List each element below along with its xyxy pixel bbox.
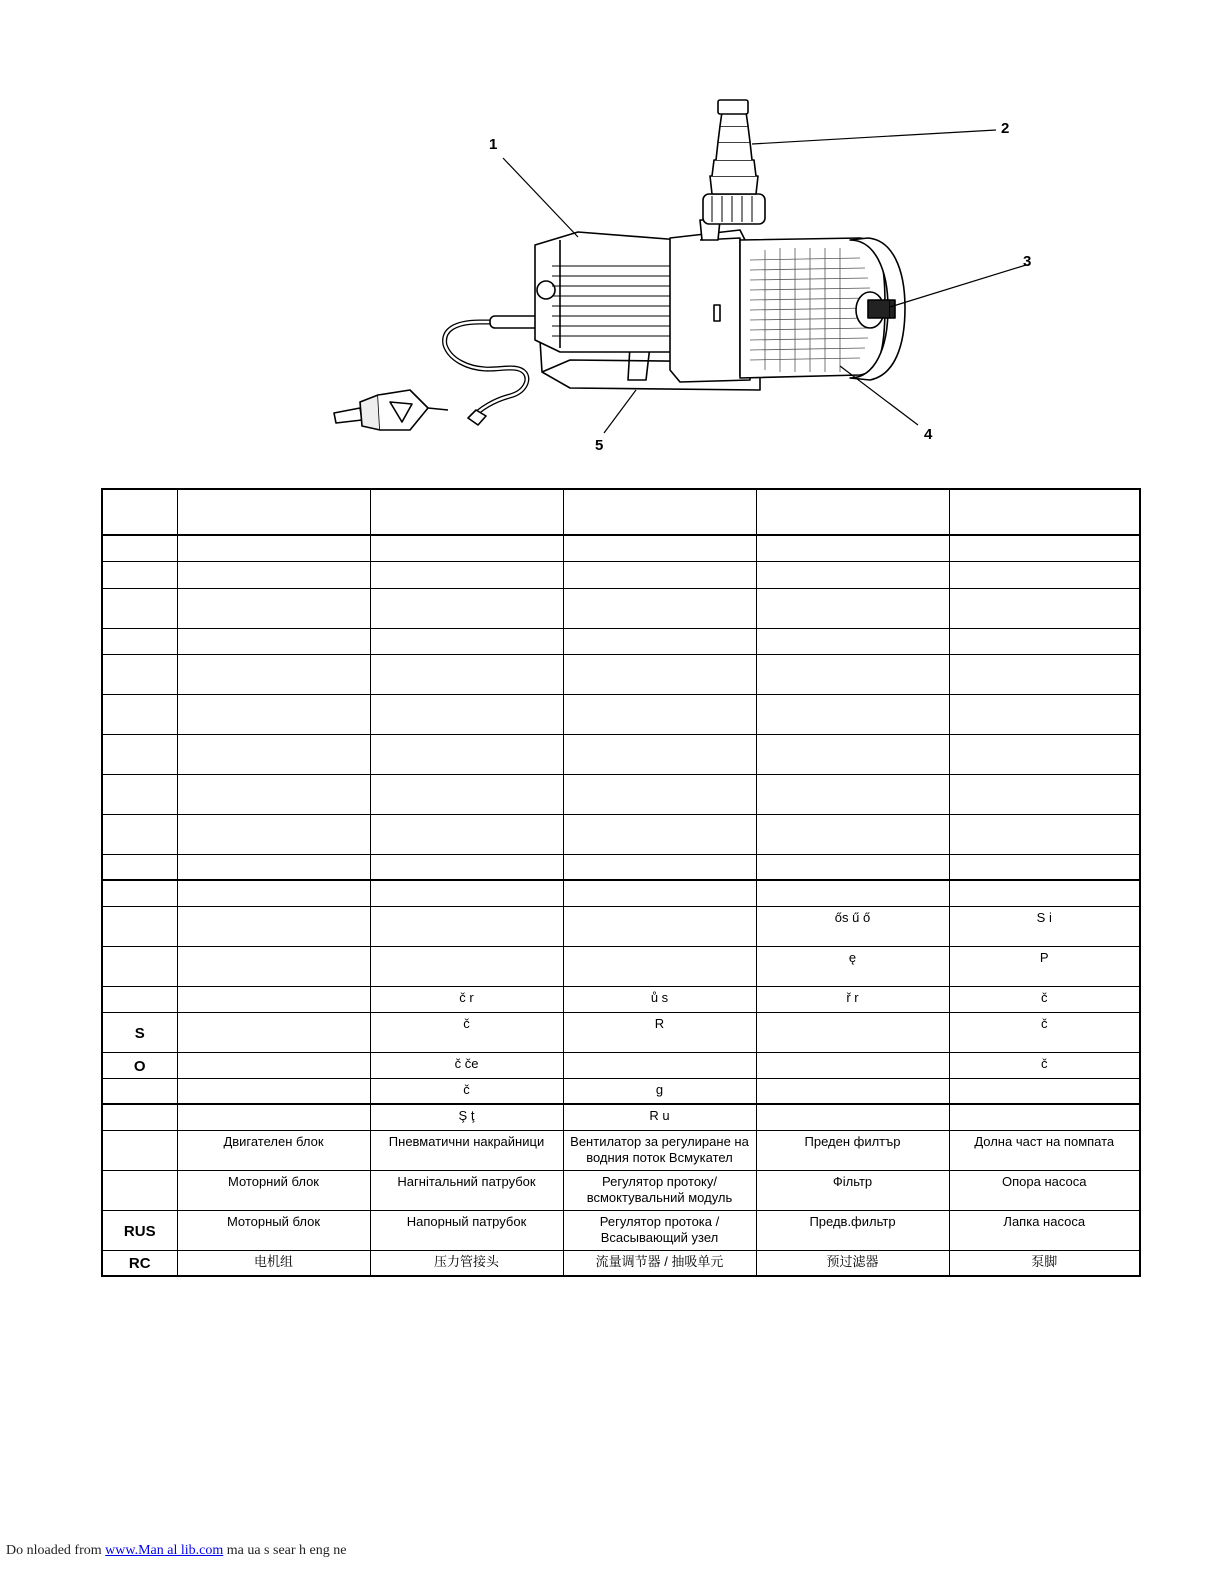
part-name-cell-1 (177, 774, 370, 814)
part-name-cell-5 (949, 535, 1140, 561)
part-name-cell-3 (563, 628, 756, 654)
table-row (102, 880, 1140, 906)
callout-1: 1 (489, 136, 498, 153)
part-name-cell-4: ę (756, 946, 949, 986)
language-code-cell (102, 734, 177, 774)
part-name-cell-2 (370, 774, 563, 814)
language-code-cell (102, 774, 177, 814)
part-name-cell-4 (756, 774, 949, 814)
table-row (102, 694, 1140, 734)
part-name-cell-2 (370, 694, 563, 734)
part-name-cell-2: Напорный патрубок (370, 1210, 563, 1250)
table-row (102, 1210, 1140, 1250)
part-name-cell-1 (177, 561, 370, 588)
download-footer (6, 1543, 346, 1559)
language-code-cell (102, 1130, 177, 1170)
part-name-cell-3 (563, 734, 756, 774)
part-name-cell-1 (177, 814, 370, 854)
part-name-cell-3 (563, 946, 756, 986)
language-code-cell (102, 1078, 177, 1104)
part-name-cell-4: 预过滤器 (756, 1250, 949, 1276)
part-name-cell-3: Регулятор протоку/ всмоктувальний модуль (563, 1170, 756, 1210)
part-name-cell-4 (756, 814, 949, 854)
part-name-cell-1: 电机组 (177, 1250, 370, 1276)
part-name-cell-4 (756, 734, 949, 774)
table-row (102, 588, 1140, 628)
table-row (102, 854, 1140, 880)
part-name-cell-5: Долна част на помпата (949, 1130, 1140, 1170)
language-code-cell (102, 814, 177, 854)
part-name-cell-3: R u (563, 1104, 756, 1130)
part-name-cell-4 (756, 1052, 949, 1078)
language-code-cell (102, 561, 177, 588)
part-name-cell-4 (756, 1104, 949, 1130)
part-name-cell-5 (949, 854, 1140, 880)
part-name-cell-2 (370, 906, 563, 946)
part-name-cell-2 (370, 628, 563, 654)
part-name-cell-2 (370, 588, 563, 628)
table-row (102, 906, 1140, 946)
part-name-cell-3 (563, 1052, 756, 1078)
part-name-cell-3: ů s (563, 986, 756, 1012)
part-name-cell-3: Регулятор протока / Всасывающий узел (563, 1210, 756, 1250)
table-row (102, 774, 1140, 814)
part-name-cell-2: č (370, 1078, 563, 1104)
table-row (102, 1104, 1140, 1130)
footer-prefix: Do nloaded from (6, 1543, 106, 1558)
part-name-cell-5 (949, 814, 1140, 854)
table-row (102, 1170, 1140, 1210)
part-name-cell-5: č (949, 1012, 1140, 1052)
language-code-cell: O (102, 1052, 177, 1078)
part-name-cell-3 (563, 774, 756, 814)
part-name-cell-5: Лапка насоса (949, 1210, 1140, 1250)
callout-4: 4 (924, 426, 933, 443)
part-name-cell-4: ős ű ő (756, 906, 949, 946)
part-name-cell-2 (370, 854, 563, 880)
part-name-cell-5 (949, 628, 1140, 654)
language-code-cell: RC (102, 1250, 177, 1276)
language-code-cell (102, 535, 177, 561)
part-name-cell-3: 流量调节器 / 抽吸单元 (563, 1250, 756, 1276)
part-name-cell-1 (177, 946, 370, 986)
callout-2: 2 (1001, 120, 1010, 137)
part-name-cell-3 (563, 906, 756, 946)
part-name-cell-1 (177, 734, 370, 774)
part-name-cell-2: č če (370, 1052, 563, 1078)
header-cell (177, 489, 370, 535)
part-name-cell-1 (177, 854, 370, 880)
part-name-cell-4: Фільтр (756, 1170, 949, 1210)
language-code-cell (102, 694, 177, 734)
plug-icon (334, 390, 448, 430)
part-name-cell-2 (370, 946, 563, 986)
part-name-cell-2 (370, 654, 563, 694)
part-name-cell-3 (563, 880, 756, 906)
language-code-cell (102, 880, 177, 906)
part-name-cell-1: Моторный блок (177, 1210, 370, 1250)
table-row (102, 1250, 1140, 1276)
table-row (102, 561, 1140, 588)
pump-illustration (320, 90, 1060, 460)
table-row (102, 986, 1140, 1012)
part-name-cell-5: 泵脚 (949, 1250, 1140, 1276)
header-cell (756, 489, 949, 535)
part-name-cell-2 (370, 561, 563, 588)
language-code-cell (102, 854, 177, 880)
part-name-cell-3 (563, 535, 756, 561)
part-name-cell-2 (370, 535, 563, 561)
table-header-row (102, 489, 1140, 535)
part-name-cell-3: g (563, 1078, 756, 1104)
part-name-cell-1: Двигателен блок (177, 1130, 370, 1170)
part-name-cell-4: Преден филтър (756, 1130, 949, 1170)
header-cell (949, 489, 1140, 535)
language-code-cell: RUS (102, 1210, 177, 1250)
part-name-cell-3: Вентилатор за регулиране на водния поток Всмукател (563, 1130, 756, 1170)
footer-suffix: ma ua s sear h eng ne (223, 1543, 347, 1558)
part-name-cell-2: č (370, 1012, 563, 1052)
language-code-cell (102, 628, 177, 654)
part-name-cell-1 (177, 694, 370, 734)
part-name-cell-4 (756, 535, 949, 561)
language-code-cell (102, 946, 177, 986)
part-name-cell-1 (177, 880, 370, 906)
part-name-cell-4 (756, 654, 949, 694)
part-name-cell-1 (177, 654, 370, 694)
part-name-cell-1 (177, 535, 370, 561)
part-name-cell-4 (756, 588, 949, 628)
table-row (102, 946, 1140, 986)
part-name-cell-5 (949, 588, 1140, 628)
part-name-cell-1 (177, 1104, 370, 1130)
part-name-cell-3 (563, 561, 756, 588)
callout-3: 3 (1023, 253, 1032, 270)
part-name-cell-4: Предв.фильтр (756, 1210, 949, 1250)
language-code-cell (102, 1170, 177, 1210)
part-name-cell-5: S i (949, 906, 1140, 946)
footer-link[interactable]: www.Man al lib.com (105, 1543, 224, 1558)
part-name-cell-3 (563, 694, 756, 734)
part-name-cell-5: P (949, 946, 1140, 986)
part-name-cell-2: č r (370, 986, 563, 1012)
table-row (102, 535, 1140, 561)
part-name-cell-3 (563, 588, 756, 628)
header-lang-cell (102, 489, 177, 535)
part-name-cell-4 (756, 1078, 949, 1104)
language-code-cell (102, 588, 177, 628)
header-cell (370, 489, 563, 535)
part-name-cell-5 (949, 1104, 1140, 1130)
part-name-cell-2: Ş ţ (370, 1104, 563, 1130)
hose-fitting (710, 176, 758, 194)
part-name-cell-3 (563, 654, 756, 694)
part-name-cell-1 (177, 628, 370, 654)
table-row (102, 1052, 1140, 1078)
part-name-cell-2 (370, 880, 563, 906)
part-name-cell-1 (177, 1012, 370, 1052)
part-name-cell-3 (563, 854, 756, 880)
part-name-cell-1 (177, 1052, 370, 1078)
table-row (102, 1012, 1140, 1052)
header-cell (563, 489, 756, 535)
table-row (102, 814, 1140, 854)
parts-legend-table (101, 488, 1141, 1277)
part-name-cell-3: R (563, 1012, 756, 1052)
part-name-cell-5 (949, 880, 1140, 906)
part-name-cell-5 (949, 774, 1140, 814)
part-name-cell-5 (949, 694, 1140, 734)
table-row (102, 1078, 1140, 1104)
table-row (102, 654, 1140, 694)
part-name-cell-4 (756, 694, 949, 734)
language-code-cell: S (102, 1012, 177, 1052)
part-name-cell-5 (949, 734, 1140, 774)
language-code-cell (102, 654, 177, 694)
parts-legend-body (102, 489, 1140, 1276)
part-name-cell-1: Моторний блок (177, 1170, 370, 1210)
part-name-cell-4 (756, 561, 949, 588)
part-name-cell-1 (177, 588, 370, 628)
part-name-cell-5: č (949, 986, 1140, 1012)
part-name-cell-1 (177, 906, 370, 946)
part-name-cell-4 (756, 1012, 949, 1052)
regulator-knob (868, 300, 890, 318)
part-name-cell-2: Нагнітальний патрубок (370, 1170, 563, 1210)
part-name-cell-2: Пневматични накрайници (370, 1130, 563, 1170)
callout-5: 5 (595, 437, 604, 454)
part-name-cell-5 (949, 654, 1140, 694)
part-name-cell-5: Опора насоса (949, 1170, 1140, 1210)
language-code-cell (102, 906, 177, 946)
part-name-cell-2 (370, 734, 563, 774)
part-name-cell-5 (949, 561, 1140, 588)
table-row (102, 1130, 1140, 1170)
table-row (102, 628, 1140, 654)
language-code-cell (102, 1104, 177, 1130)
part-name-cell-3 (563, 814, 756, 854)
part-name-cell-5 (949, 1078, 1140, 1104)
part-name-cell-5: č (949, 1052, 1140, 1078)
part-name-cell-1 (177, 1078, 370, 1104)
language-code-cell (102, 986, 177, 1012)
part-name-cell-4 (756, 628, 949, 654)
part-name-cell-4 (756, 880, 949, 906)
pump-drawing (320, 90, 1060, 460)
table-row (102, 734, 1140, 774)
part-name-cell-2 (370, 814, 563, 854)
part-name-cell-2: 压力管接头 (370, 1250, 563, 1276)
part-name-cell-4 (756, 854, 949, 880)
part-name-cell-4: ř r (756, 986, 949, 1012)
part-name-cell-1 (177, 986, 370, 1012)
